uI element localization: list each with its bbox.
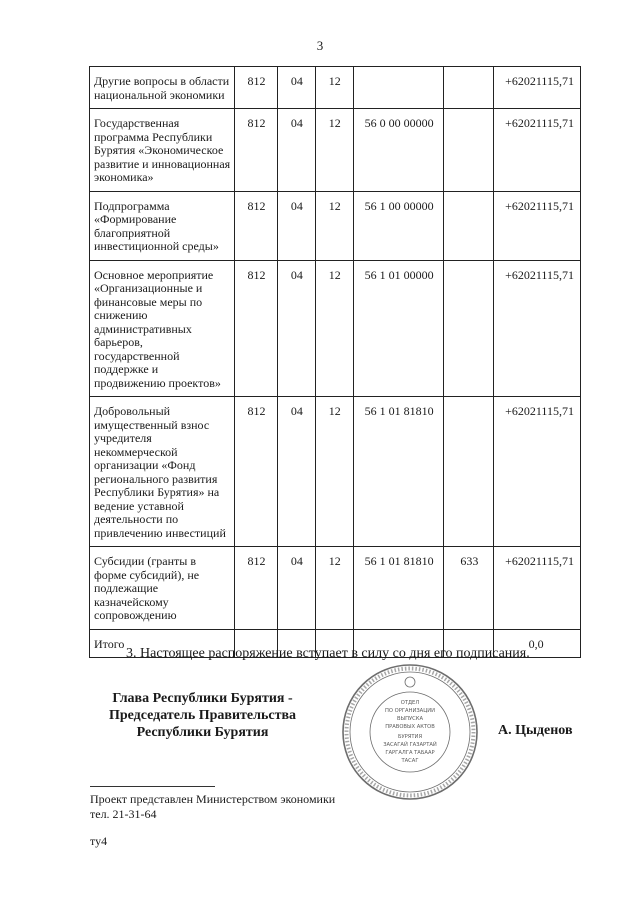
row-name: Субсидии (гранты в форме субсидий), не подлежащие казначейскому сопровождению (90, 547, 235, 630)
row-name: Основное мероприятие «Организационные и финансовые меры по снижению административных барьеров, государственной поддержке и продвижению проектов» (90, 260, 235, 397)
footnote (90, 792, 335, 822)
row-section: 04 (278, 547, 316, 630)
row-amount: 0,0 (494, 629, 581, 658)
seal-text: ПО ОРГАНИЗАЦИИ (384, 708, 436, 714)
signatory-name: А. Цыденов (498, 723, 573, 738)
effective-clause: 3. Настоящее распоряжение вступает в силу со дня его подписания. (126, 646, 530, 661)
row-target-article: 56 0 00 00000 (353, 109, 444, 192)
row-target-article: 56 1 01 81810 (353, 397, 444, 547)
row-name: Добровольный имущественный взнос учредителя некоммерческой организации «Фонд регионального развития Республики Бурятия» на ведение уставной деятельности по привлечению инвестиций (90, 397, 235, 547)
row-target-article: 56 1 01 81810 (353, 547, 444, 630)
row-grbs: 812 (234, 109, 277, 192)
row-subsection: 12 (315, 191, 353, 260)
row-subsection: 12 (315, 67, 353, 109)
row-grbs: 812 (234, 67, 277, 109)
row-expense-type (444, 109, 494, 192)
row-subsection: 12 (315, 397, 353, 547)
document-marker: ту4 (90, 834, 108, 848)
row-name: Государственная программа Республики Бурятия «Экономическое развитие и инновационная экономика» (90, 109, 235, 192)
signatory-title-line: Председатель Правительства (108, 708, 297, 723)
signatory-title-line: Республики Бурятия (136, 725, 269, 740)
row-expense-type: 633 (444, 547, 494, 630)
row-target-article (353, 67, 444, 109)
row-section: 04 (278, 109, 316, 192)
row-section: 04 (278, 397, 316, 547)
row-expense-type (444, 260, 494, 397)
row-expense-type (444, 67, 494, 109)
row-name: Другие вопросы в области национальной экономики (90, 67, 235, 109)
row-amount: +62021115,71 (494, 397, 581, 547)
footnote-phone: тел. 21-31-64 (90, 807, 157, 821)
row-grbs: 812 (234, 191, 277, 260)
row-grbs: 812 (234, 397, 277, 547)
seal-text: ВЫПУСКА (396, 716, 424, 722)
row-target-article: 56 1 00 00000 (353, 191, 444, 260)
budget-table (89, 66, 581, 658)
row-subsection: 12 (315, 547, 353, 630)
footnote-divider (90, 786, 215, 787)
row-amount: +62021115,71 (494, 67, 581, 109)
seal-text: ГАРГАЛГА ТАБААР (385, 750, 435, 756)
seal-text: ЗАСАГАЙ ГАЗАРТАЙ (383, 742, 437, 748)
signatory-title-line: Глава Республики Бурятия - (112, 691, 293, 706)
seal-text: БУРЯТИЯ (397, 734, 423, 740)
row-amount: +62021115,71 (494, 547, 581, 630)
row-grbs: 812 (234, 260, 277, 397)
page-number: 3 (316, 38, 324, 53)
table-row (90, 191, 581, 260)
official-seal (340, 662, 480, 802)
row-name: Итого (90, 629, 235, 658)
row-target-article: 56 1 01 00000 (353, 260, 444, 397)
signatory-title (90, 690, 315, 741)
table-row (90, 397, 581, 547)
row-amount: +62021115,71 (494, 109, 581, 192)
table-row (90, 260, 581, 397)
row-section: 04 (278, 260, 316, 397)
row-name: Подпрограмма «Формирование благоприятной инвестиционной среды» (90, 191, 235, 260)
row-amount: +62021115,71 (494, 191, 581, 260)
table-row (90, 109, 581, 192)
row-expense-type (444, 397, 494, 547)
row-grbs: 812 (234, 547, 277, 630)
seal-text: ТАСАГ (401, 758, 419, 764)
row-expense-type (444, 191, 494, 260)
seal-text: ОТДЕЛ (400, 700, 420, 706)
row-subsection: 12 (315, 260, 353, 397)
table-row (90, 67, 581, 109)
row-amount: +62021115,71 (494, 260, 581, 397)
seal-text: ПРАВОВЫХ АКТОВ (385, 724, 435, 730)
row-section: 04 (278, 67, 316, 109)
row-subsection: 12 (315, 109, 353, 192)
footnote-presenter: Проект представлен Министерством экономики (90, 792, 336, 806)
table-row (90, 547, 581, 630)
row-section: 04 (278, 191, 316, 260)
